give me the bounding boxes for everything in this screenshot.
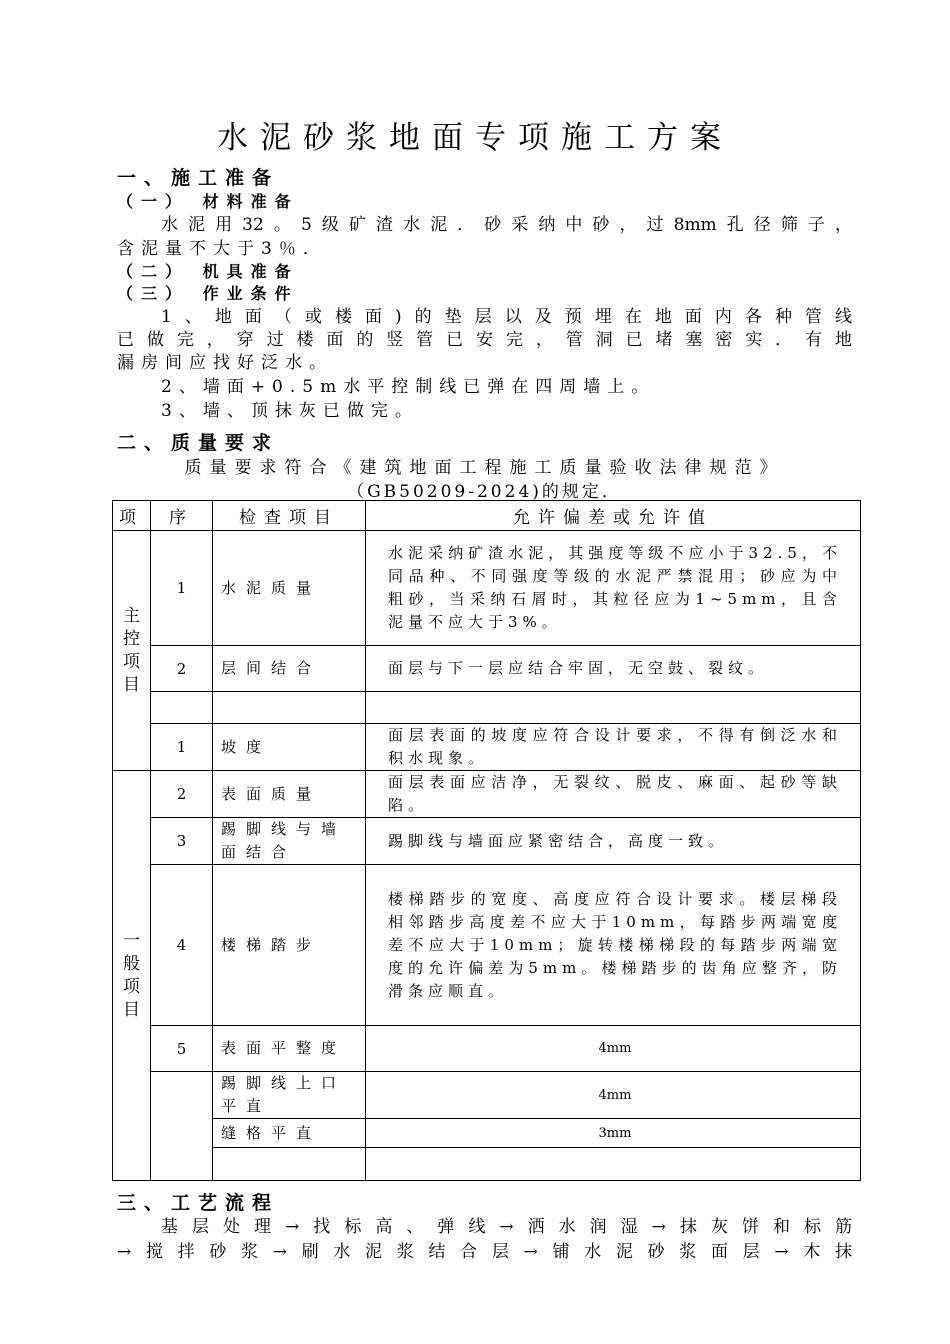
table-row	[113, 1148, 861, 1181]
table-row	[113, 531, 861, 646]
table-row	[113, 646, 861, 692]
subsection-tools: （二） 机具准备	[117, 262, 299, 281]
conditions-line-4: 2、墙面+0.5m水平控制线已弹在四周墙上。	[161, 377, 656, 397]
group-general: 一般项目	[113, 771, 151, 1181]
table-row	[113, 818, 861, 865]
row-item: 水泥质量	[213, 531, 366, 646]
row-item	[213, 1148, 366, 1181]
row-no: 1	[151, 724, 213, 771]
row-no: 2	[151, 771, 213, 818]
table-row	[113, 692, 861, 724]
header-category: 项	[113, 501, 151, 531]
row-no: 5	[151, 1026, 213, 1072]
table-row	[113, 1119, 861, 1148]
table-row	[113, 1072, 861, 1119]
header-value: 允许偏差或允许值	[366, 501, 861, 531]
materials-line-1: 水泥用32。5级矿渣水泥．砂采纳中砂，过8mm孔径筛子，	[161, 215, 852, 235]
materials-line-2: 含泥量不大于3％．	[117, 239, 327, 259]
table-row	[113, 1026, 861, 1072]
row-value: 3mm	[366, 1119, 861, 1148]
flow-line-1: 基层处理→找标高、弹线→洒水润湿→抹灰饼和标筋	[161, 1217, 852, 1237]
row-value: 楼梯踏步的宽度、高度应符合设计要求。楼层梯段相邻踏步高度差不应大于10mm，每踏步两端宽度差不应大于10mm；旋转楼梯梯段的每踏步两端宽度的允许偏差为5mm。楼梯踏步的齿角应整齐，防滑条应顺直。	[366, 865, 861, 1026]
conditions-line-2: 已做完，穿过楼面的竖管已安完，管洞已堵塞密实．有地	[117, 330, 852, 350]
conditions-line-1: 1、地面（或楼面)的垫层以及预埋在地面内各种管线	[161, 307, 852, 327]
row-no	[151, 692, 213, 724]
subsection-conditions: （三） 作业条件	[117, 284, 299, 303]
conditions-line-5: 3、墙、顶抹灰已做完。	[161, 401, 419, 421]
quality-intro-line-2: （GB50209-2024)的规定．	[347, 482, 622, 502]
row-value: 4mm	[366, 1026, 861, 1072]
row-value: 面层与下一层应结合牢固，无空鼓、裂纹。	[366, 646, 861, 692]
conditions-line-3: 漏房间应找好泛水。	[117, 353, 333, 373]
row-value	[366, 1148, 861, 1181]
row-item: 表面平整度	[213, 1026, 366, 1072]
row-item	[213, 692, 366, 724]
row-item: 楼梯踏步	[213, 865, 366, 1026]
flow-line-2: →搅拌砂浆→刷水泥浆结合层→铺水泥砂浆面层→木抹	[117, 1242, 852, 1262]
row-value: 水泥采纳矿渣水泥，其强度等级不应小于32.5，不同品种、不同强度等级的水泥严禁混用；砂应为中粗砂，当采纳石屑时，其粒径应为1~5mm，且含泥量不应大于3%。	[366, 531, 861, 646]
row-no: 1	[151, 531, 213, 646]
quality-intro-line-1: 质量要求符合《建筑地面工程施工质量验收法律规范》	[184, 458, 785, 478]
row-no	[151, 1072, 213, 1181]
row-value: 面层表面应洁净，无裂纹、脱皮、麻面、起砂等缺陷。	[366, 771, 861, 818]
subsection-materials: （一） 材料准备	[117, 192, 299, 211]
row-value: 4mm	[366, 1072, 861, 1119]
section-2-heading: 二、质量要求	[117, 432, 280, 454]
group-main-control: 主控项目	[113, 531, 151, 771]
row-value	[366, 692, 861, 724]
row-item: 踢脚线上口平直	[213, 1072, 366, 1119]
row-no: 4	[151, 865, 213, 1026]
table-header-row	[113, 501, 861, 531]
table-row	[113, 724, 861, 771]
row-item: 踢脚线与墙面结合	[213, 818, 366, 865]
row-no: 2	[151, 646, 213, 692]
quality-table	[112, 500, 861, 1181]
row-no: 3	[151, 818, 213, 865]
table-row	[113, 865, 861, 1026]
row-item: 层间结合	[213, 646, 366, 692]
section-3-heading: 三、工艺流程	[117, 1192, 280, 1214]
row-item: 缝格平直	[213, 1119, 366, 1148]
section-1-heading: 一、施工准备	[117, 167, 280, 189]
document-title: 水泥砂浆地面专项施工方案	[217, 120, 733, 156]
row-item: 坡度	[213, 724, 366, 771]
header-item: 检查项目	[213, 501, 366, 531]
row-value: 踢脚线与墙面应紧密结合，高度一致。	[366, 818, 861, 865]
header-no: 序	[151, 501, 213, 531]
row-item: 表面质量	[213, 771, 366, 818]
row-value: 面层表面的坡度应符合设计要求，不得有倒泛水和积水现象。	[366, 724, 861, 771]
table-row	[113, 771, 861, 818]
